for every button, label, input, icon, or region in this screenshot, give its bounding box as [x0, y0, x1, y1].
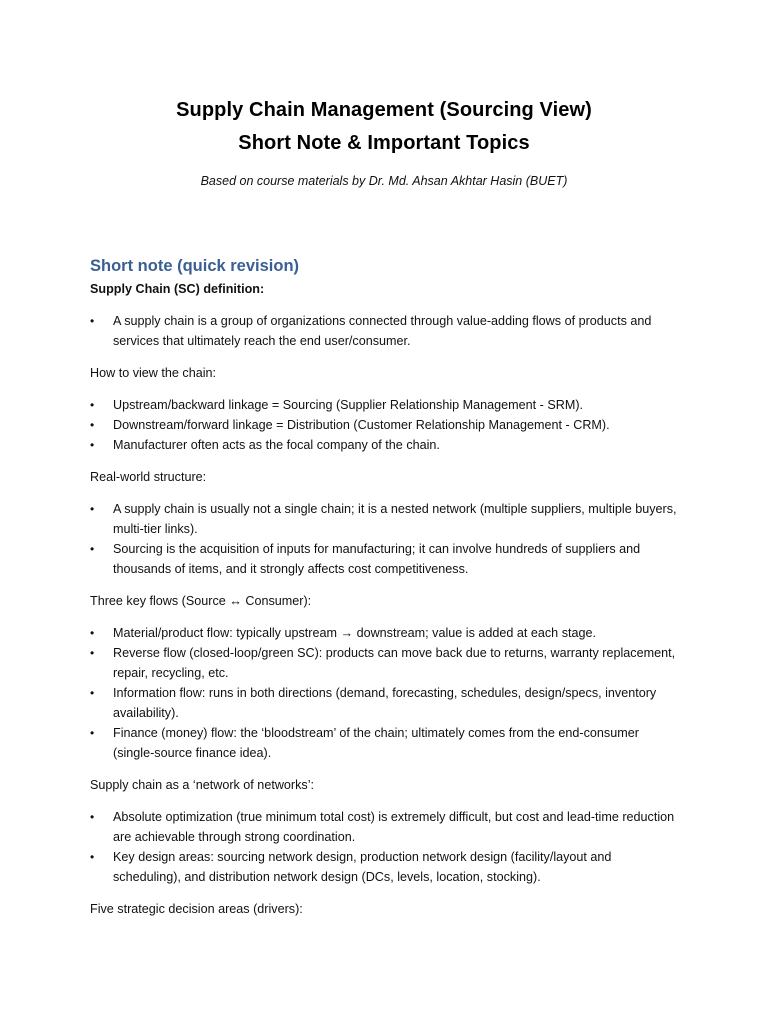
list-item-text: Downstream/forward linkage = Distribution (Customer Relationship Management - CRM).: [113, 418, 610, 432]
list-item: [90, 847, 680, 887]
list-item-text: A supply chain is a group of organizations connected through value-adding flows of products and services that ultimately reach the end user/consumer.: [113, 314, 652, 348]
bullet-icon: •: [90, 502, 95, 516]
network-list: [90, 807, 680, 887]
content-body: [90, 255, 680, 931]
title-line-1: Supply Chain Management (Sourcing View): [176, 99, 592, 121]
list-item-text: Sourcing is the acquisition of inputs for manufacturing; it can involve hundreds of suppliers and thousands of items, and it strongly affects cost competitiveness.: [113, 542, 641, 576]
definition-list: [90, 311, 680, 351]
list-item: [90, 683, 680, 723]
structure-list: [90, 499, 680, 579]
list-item-text: Finance (money) flow: the ‘bloodstream’ of the chain; ultimately comes from the end-consumer (single-source finance idea).: [113, 726, 639, 760]
view-intro: How to view the chain:: [90, 366, 216, 380]
list-item-text: Upstream/backward linkage = Sourcing (Supplier Relationship Management - SRM).: [113, 398, 584, 412]
bullet-icon: •: [90, 726, 95, 740]
list-item: [90, 623, 680, 643]
section-heading: Short note (quick revision): [90, 257, 300, 275]
list-item: [90, 807, 680, 847]
list-item-text: Key design areas: sourcing network design, production network design (facility/layout and scheduling), and distribution network design (DCs, levels, location, stocking).: [113, 850, 612, 884]
bullet-icon: •: [90, 542, 95, 556]
bullet-icon: •: [90, 686, 95, 700]
list-item-text: Reverse flow (closed-loop/green SC): products can move back due to returns, warranty replacement, repair, recycling, etc.: [113, 646, 676, 680]
bullet-icon: •: [90, 646, 95, 660]
bullet-icon: •: [90, 438, 95, 452]
definition-heading: Supply Chain (SC) definition:: [90, 282, 265, 296]
list-item-text: Material/product flow: typically upstream → downstream; value is added at each stage.: [113, 626, 596, 640]
list-item-text: Absolute optimization (true minimum total cost) is extremely difficult, but cost and lead-time reduction are achievable through strong coordination.: [113, 810, 675, 844]
byline: Based on course materials by Dr. Md. Ahsan Akhtar Hasin (BUET): [200, 174, 568, 188]
list-item: [90, 643, 680, 683]
bullet-icon: •: [90, 626, 95, 640]
list-item: [90, 499, 680, 539]
bullet-icon: •: [90, 398, 95, 412]
flows-intro: Three key flows (Source ↔ Consumer):: [90, 594, 312, 608]
bullet-icon: •: [90, 418, 95, 432]
bullet-icon: •: [90, 810, 95, 824]
list-item: [90, 415, 680, 435]
list-item: [90, 435, 680, 455]
bullet-icon: •: [90, 850, 95, 864]
list-item: [90, 723, 680, 763]
list-item: [90, 539, 680, 579]
flows-list: [90, 623, 680, 763]
structure-intro: Real-world structure:: [90, 470, 207, 484]
list-item-text: Manufacturer often acts as the focal company of the chain.: [113, 438, 440, 452]
list-item-text: Information flow: runs in both directions (demand, forecasting, schedules, design/specs, inventory availability).: [113, 686, 657, 720]
title-line-2: Short Note & Important Topics: [238, 132, 530, 154]
network-intro: Supply chain as a ‘network of networks’:: [90, 778, 315, 792]
view-list: [90, 395, 680, 455]
list-item: [90, 311, 680, 351]
drivers-intro: Five strategic decision areas (drivers):: [90, 902, 303, 916]
list-item-text: A supply chain is usually not a single chain; it is a nested network (multiple suppliers, multiple buyers, multi-tier links).: [113, 502, 677, 536]
bullet-icon: •: [90, 314, 95, 328]
document-title: [0, 94, 768, 160]
list-item: [90, 395, 680, 415]
